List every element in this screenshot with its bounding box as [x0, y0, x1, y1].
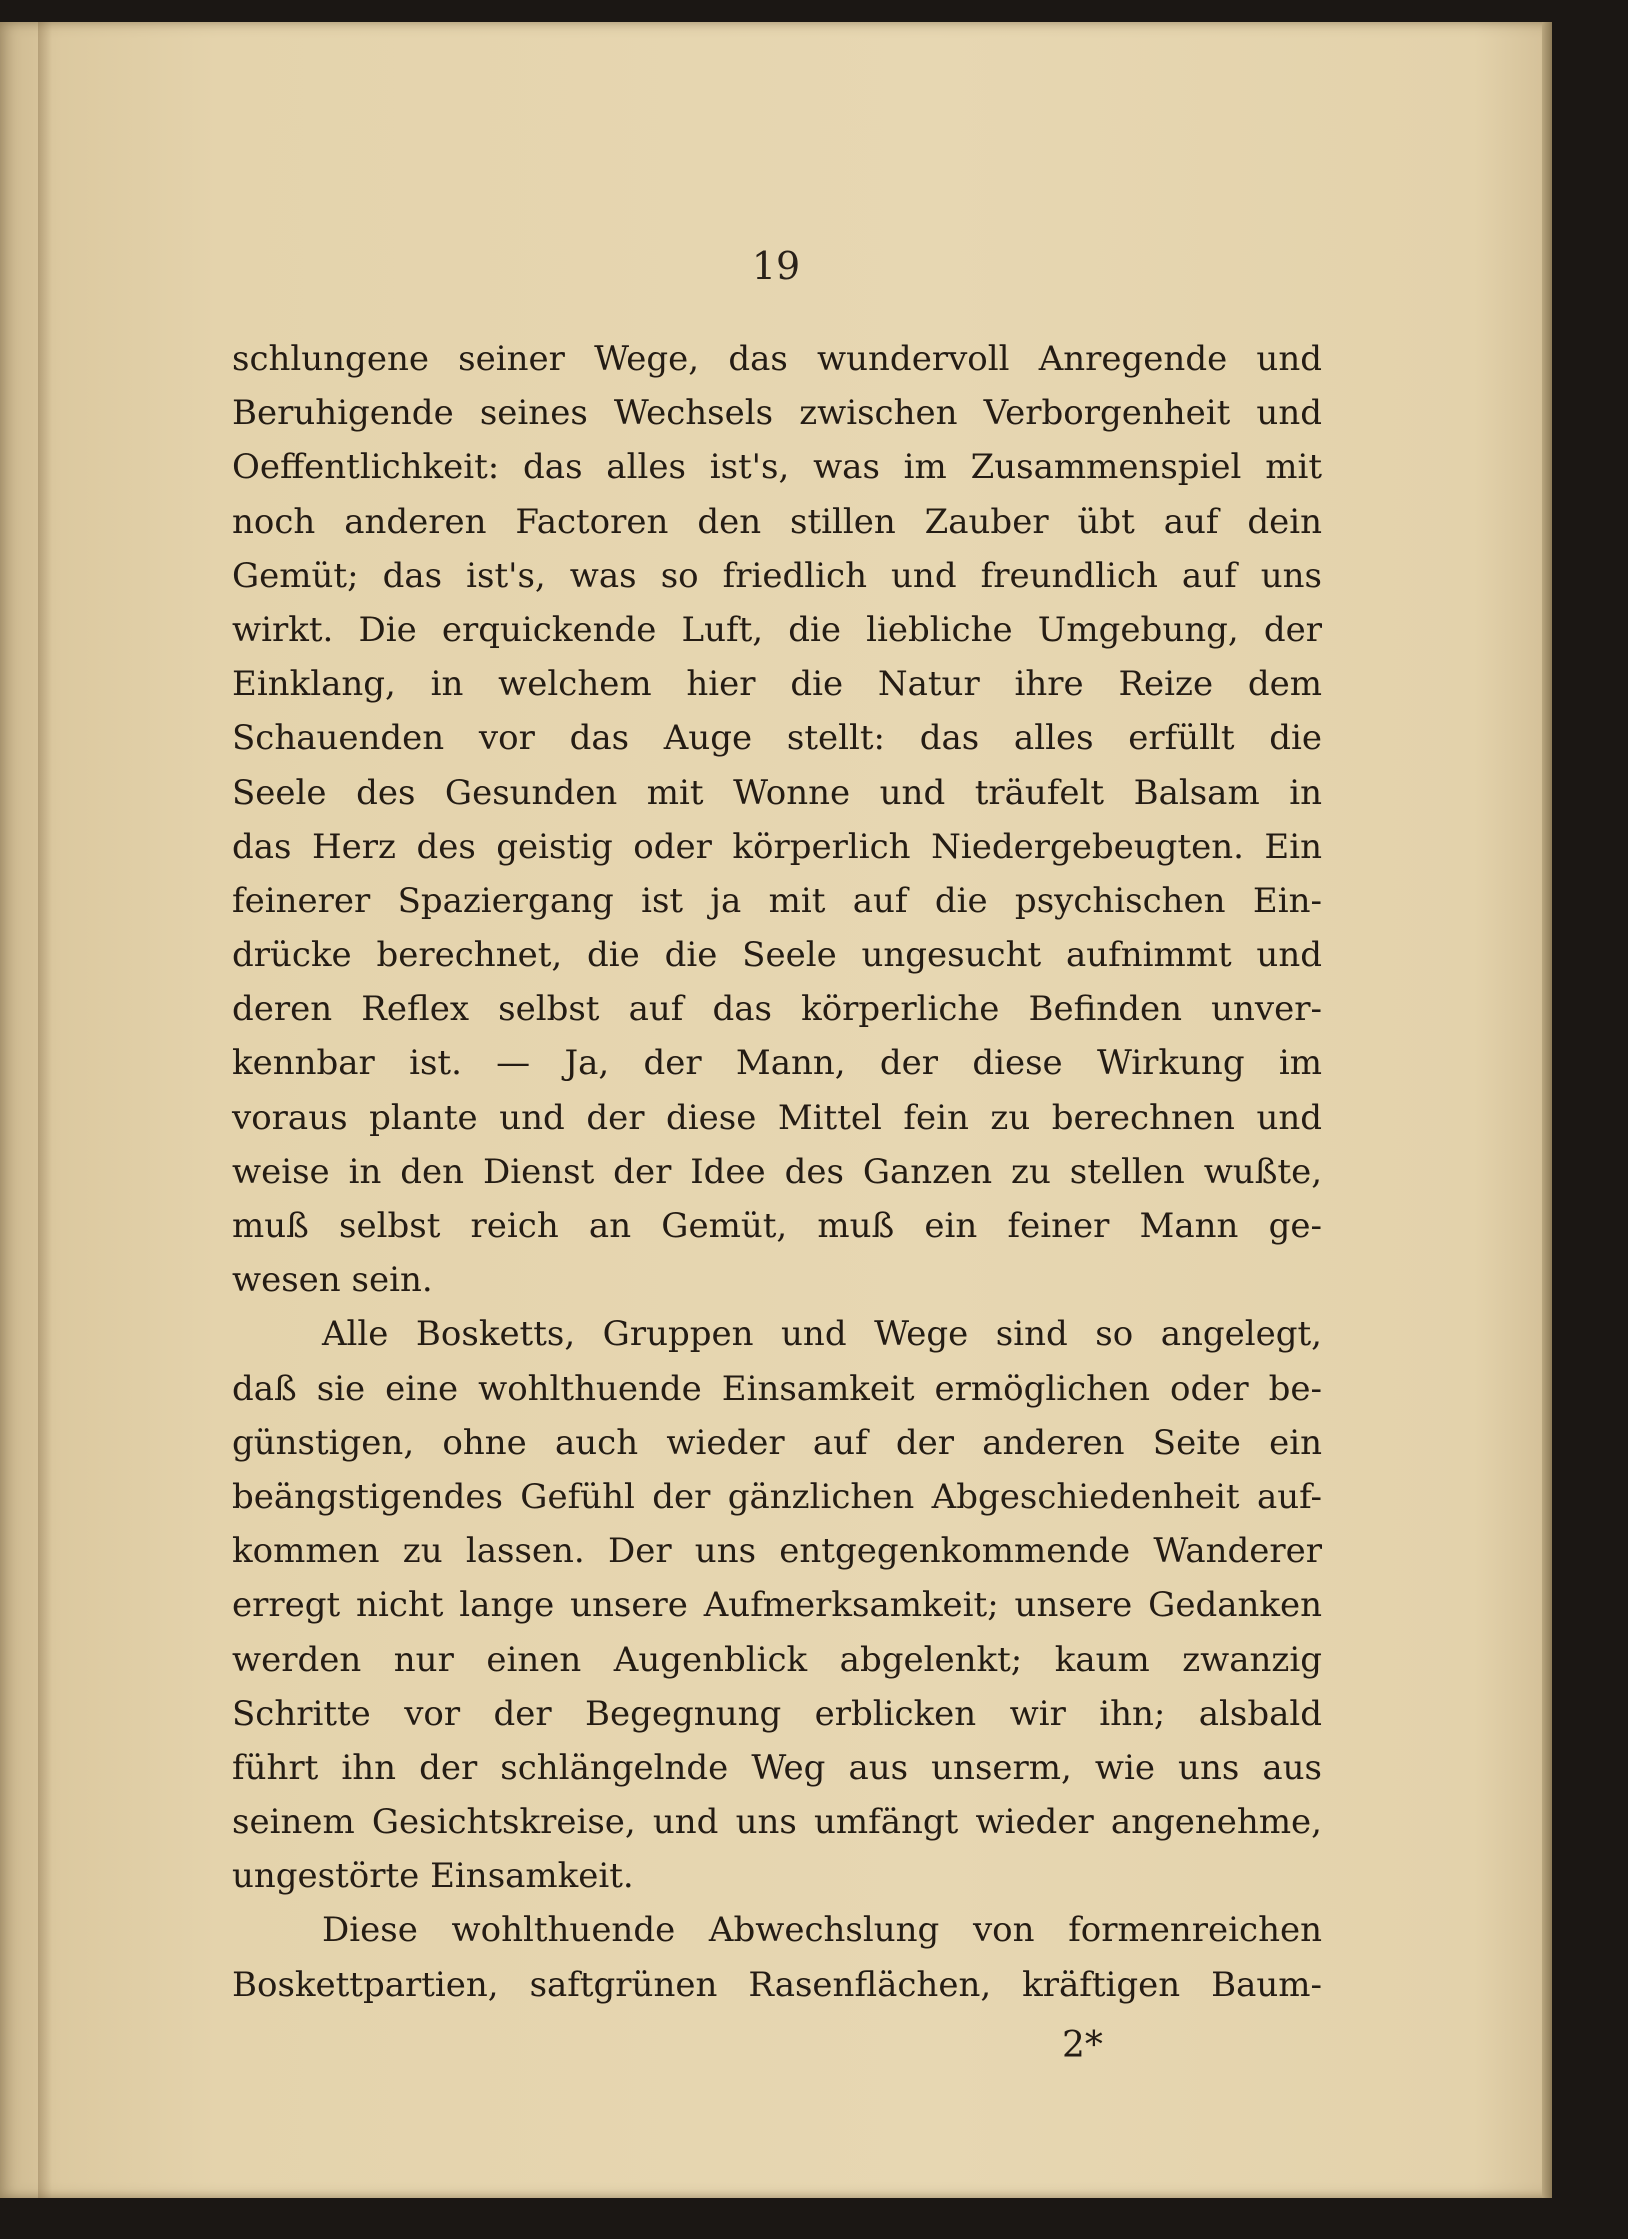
text-line: Gemüt; das ist's, was so friedlich und freundlich auf uns	[232, 555, 1322, 596]
text-line: drücke berechnet, die die Seele ungesucht aufnimmt und	[232, 935, 1322, 976]
text-line: günstigen, ohne auch wieder auf der anderen Seite ein	[232, 1422, 1322, 1463]
body-text	[232, 332, 1322, 2012]
page-edge	[1542, 22, 1552, 2198]
paragraph-end-line: ungestörte Einsamkeit.	[232, 1856, 634, 1897]
text-line: voraus plante und der diese Mittel fein zu berechnen und	[232, 1097, 1322, 1138]
text-line: Seele des Gesunden mit Wonne und träufelt Balsam in	[232, 772, 1322, 813]
paragraph-end-line: wesen sein.	[232, 1260, 433, 1301]
text-line: deren Reflex selbst auf das körperliche Befinden unver-	[232, 989, 1322, 1030]
text-line: werden nur einen Augenblick abgelenkt; kaum zwanzig	[232, 1639, 1322, 1680]
text-line: schlungene seiner Wege, das wundervoll Anregende und	[232, 339, 1322, 379]
text-line: feinerer Spaziergang ist ja mit auf die psychischen Ein-	[232, 880, 1322, 921]
text-line: Schritte vor der Begegnung erblicken wir ihn; alsbald	[232, 1693, 1322, 1734]
text-line: daß sie eine wohlthuende Einsamkeit ermöglichen oder be-	[232, 1368, 1322, 1409]
text-line: seinem Gesichtskreise, und uns umfängt wieder angenehme,	[232, 1802, 1322, 1843]
text-line: Boskettpartien, saftgrünen Rasenflächen, kräftigen Baum-	[232, 1964, 1322, 2005]
text-line: Beruhigende seines Wechsels zwischen Verborgenheit und	[232, 393, 1322, 434]
text-line: Einklang, in welchem hier die Natur ihre Reize dem	[232, 664, 1322, 705]
text-line: kennbar ist. — Ja, der Mann, der diese Wirkung im	[232, 1043, 1322, 1084]
binding-gutter	[38, 22, 52, 2198]
text-line: weise in den Dienst der Idee des Ganzen zu stellen wußte,	[232, 1151, 1322, 1192]
text-line: kommen zu lassen. Der uns entgegenkommende Wanderer	[232, 1531, 1322, 1572]
text-line: erregt nicht lange unsere Aufmerksamkeit; unsere Gedanken	[232, 1585, 1322, 1626]
signature-mark: 2*	[1062, 2025, 1103, 2066]
text-line: noch anderen Factoren den stillen Zauber übt auf dein	[232, 501, 1322, 542]
paper-sheet	[0, 22, 1552, 2198]
text-line: Schauenden vor das Auge stellt: das alles erfüllt die	[232, 718, 1322, 759]
paragraph-start-line: Diese wohlthuende Abwechslung von formenreichen	[322, 1910, 1322, 1951]
text-line: muß selbst reich an Gemüt, muß ein feiner Mann ge-	[232, 1206, 1322, 1246]
paragraph-start-line: Alle Bosketts, Gruppen und Wege sind so angelegt,	[322, 1314, 1322, 1355]
page-number: 19	[751, 244, 801, 288]
text-line: führt ihn der schlängelnde Weg aus unserm, wie uns aus	[232, 1747, 1322, 1788]
text-line: das Herz des geistig oder körperlich Niedergebeugten. Ein	[232, 826, 1322, 867]
text-line: beängstigendes Gefühl der gänzlichen Abgeschiedenheit auf-	[232, 1476, 1322, 1517]
text-line: Oeffentlichkeit: das alles ist's, was im Zusammenspiel mit	[232, 447, 1322, 488]
text-line: wirkt. Die erquickende Luft, die liebliche Umgebung, der	[232, 609, 1322, 650]
